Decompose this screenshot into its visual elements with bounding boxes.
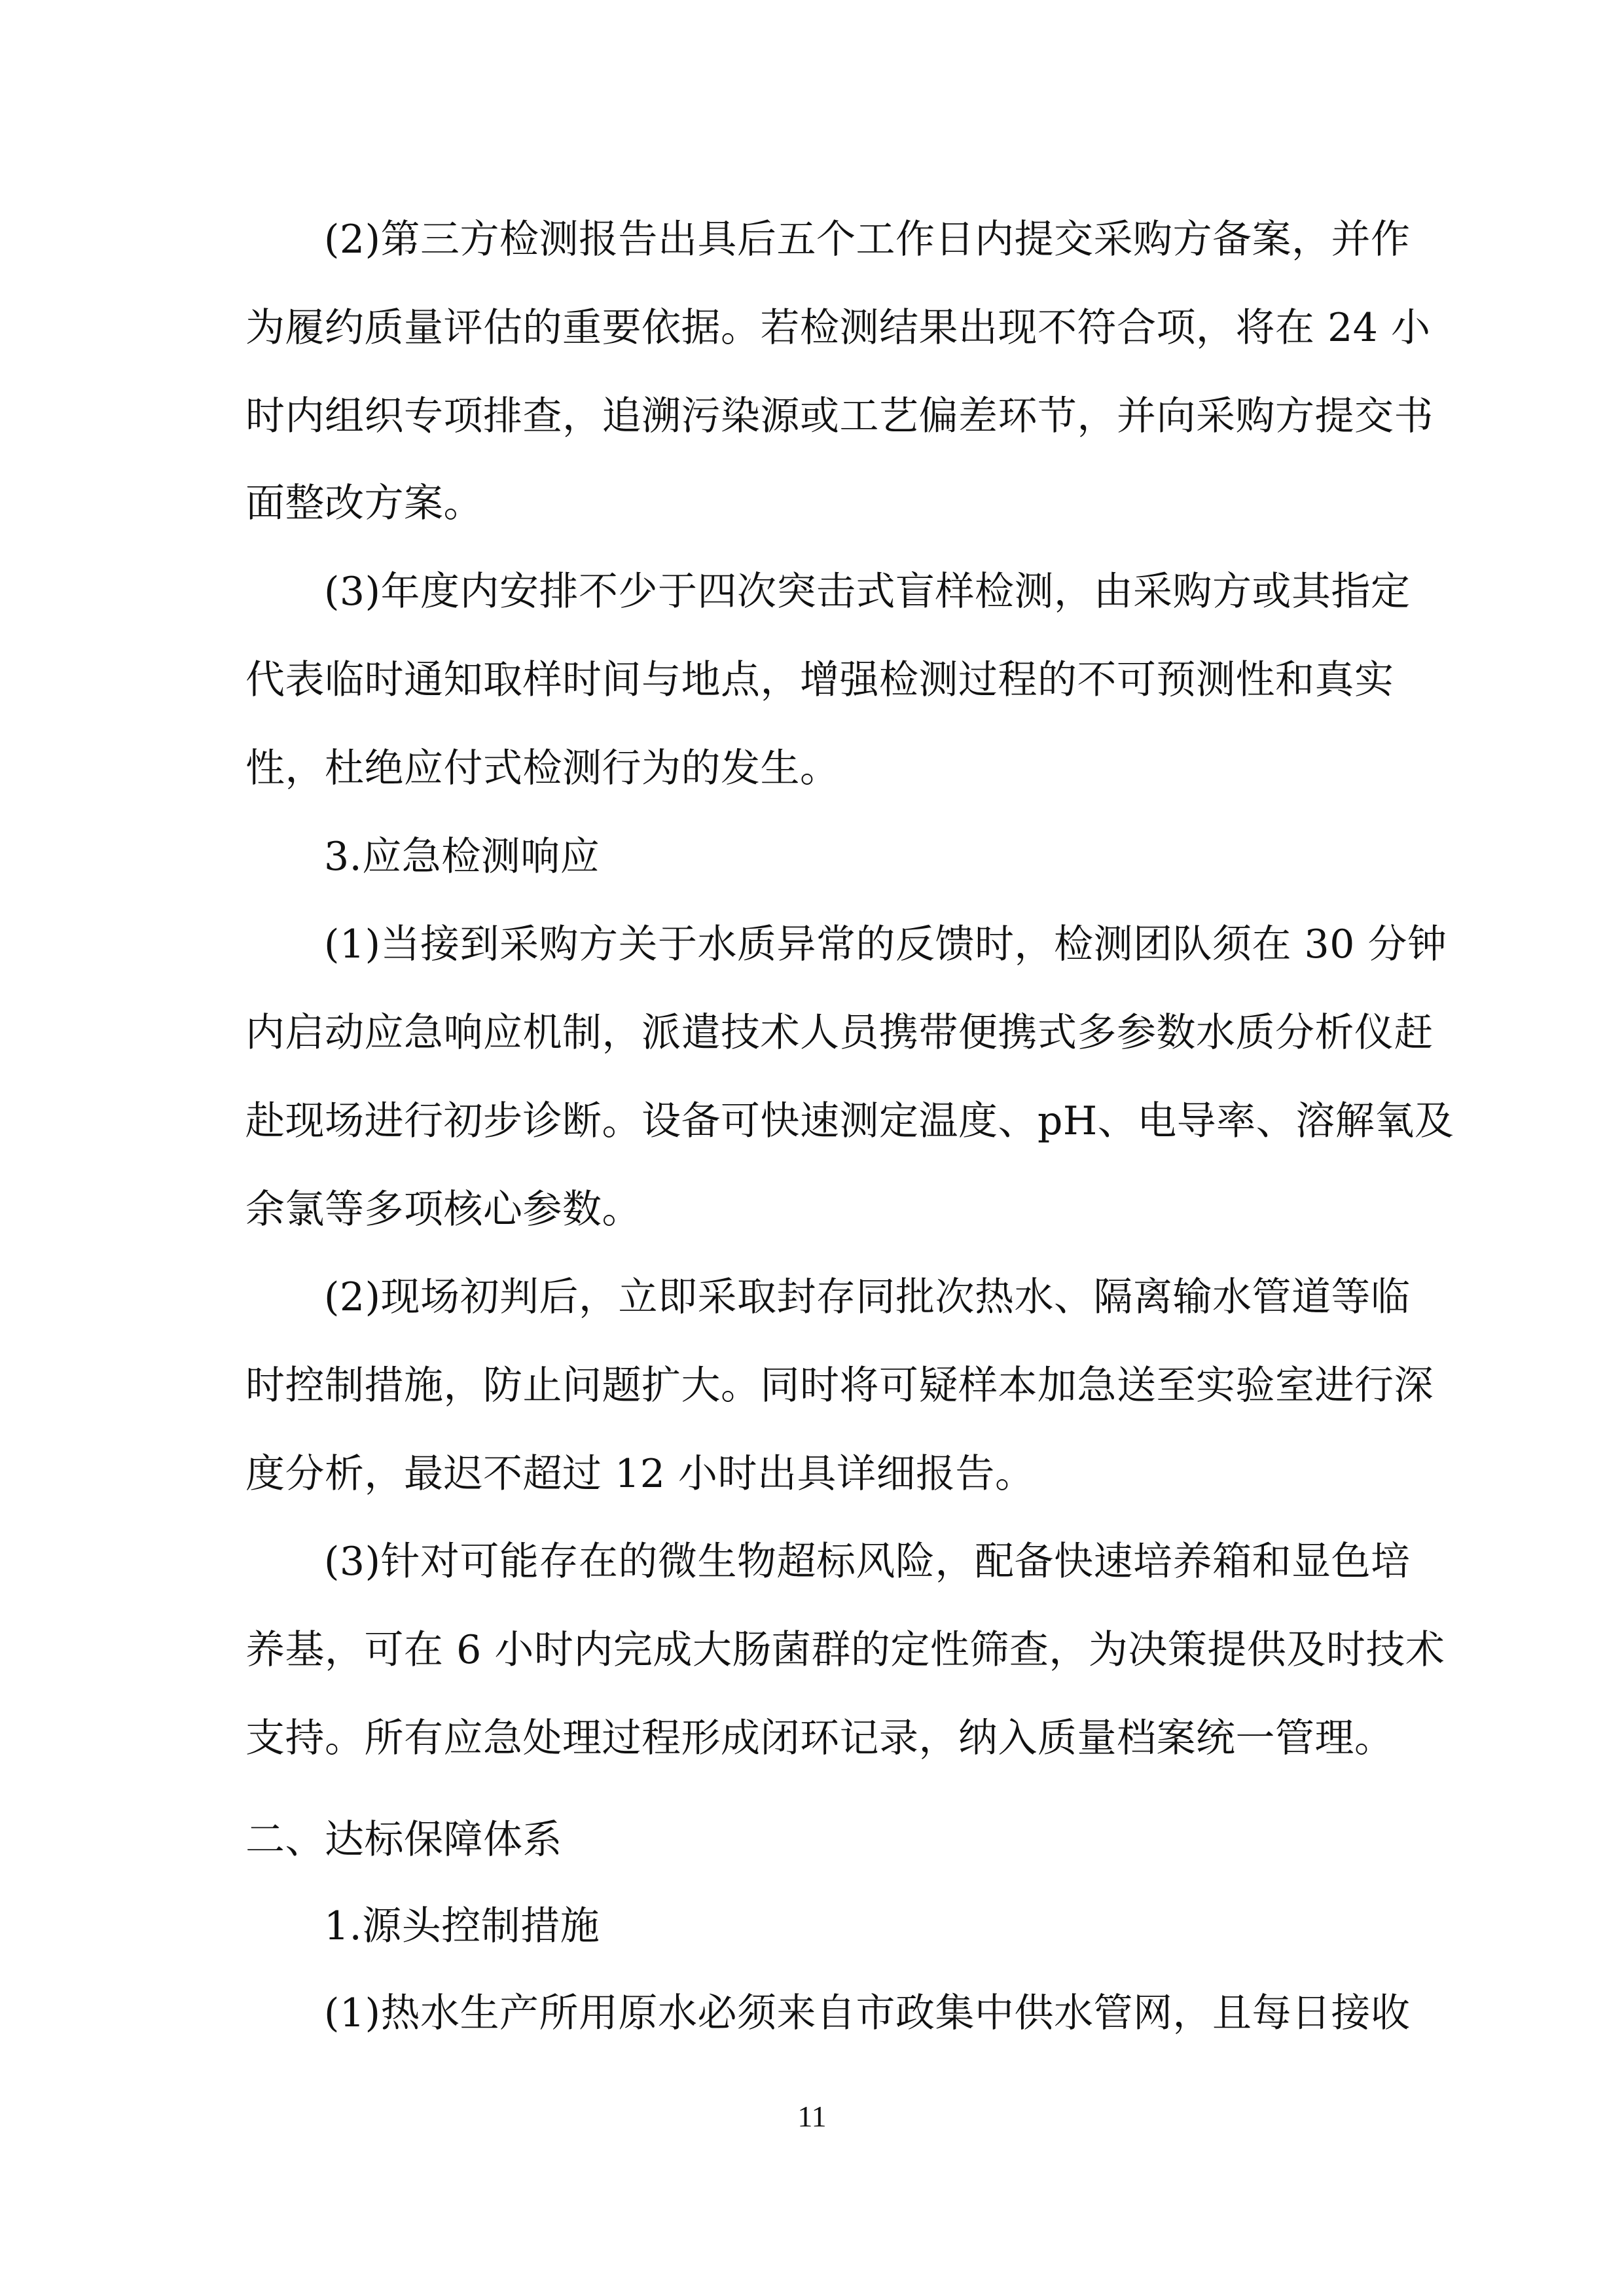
body-text-line: (2)第三方检测报告出具后五个工作日内提交采购方备案，并作	[324, 217, 1411, 262]
page-number: 11	[797, 2100, 827, 2133]
body-text-line: (3)针对可能存在的微生物超标风险，配备快速培养箱和显色培	[324, 1539, 1411, 1585]
body-text-line: 养基，可在 6 小时内完成大肠菌群的定性筛查，为决策提供及时技术	[245, 1627, 1445, 1673]
body-text-line: 性，杜绝应付式检测行为的发生。	[245, 745, 840, 791]
body-text-line: 时控制措施，防止问题扩大。同时将可疑样本加急送至实验室进行深	[245, 1363, 1434, 1408]
subsection-heading: 3.应急检测响应	[324, 834, 600, 880]
body-text-line: 度分析，最迟不超过 12 小时出具详细报告。	[245, 1451, 1035, 1497]
subsection-heading: 1.源头控制措施	[324, 1903, 600, 1949]
body-text-line: (3)年度内安排不少于四次突击式盲样检测，由采购方或其指定	[324, 569, 1411, 615]
body-text-line: 代表临时通知取样时间与地点，增强检测过程的不可预测性和真实	[245, 657, 1394, 703]
body-text-line: (1)当接到采购方关于水质异常的反馈时，检测团队须在 30 分钟	[324, 922, 1447, 967]
body-text-line: 为履约质量评估的重要依据。若检测结果出现不符合项，将在 24 小	[245, 305, 1431, 351]
body-text-line: 面整改方案。	[245, 480, 483, 526]
body-text-line: (1)热水生产所用原水必须来自市政集中供水管网，且每日接收	[324, 1990, 1411, 2036]
body-text-line: 支持。所有应急处理过程形成闭环记录，纳入质量档案统一管理。	[245, 1715, 1394, 1761]
body-text-line: 余氯等多项核心参数。	[245, 1187, 641, 1232]
body-text-line: 赴现场进行初步诊断。设备可快速测定温度、pH、电导率、溶解氧及	[245, 1098, 1454, 1144]
body-text-line: (2)现场初判后，立即采取封存同批次热水、隔离输水管道等临	[324, 1274, 1411, 1320]
section-heading: 二、达标保障体系	[245, 1817, 562, 1863]
body-text-line: 时内组织专项排查，追溯污染源或工艺偏差环节，并向采购方提交书	[245, 393, 1434, 439]
body-text-line: 内启动应急响应机制，派遣技术人员携带便携式多参数水质分析仪赶	[245, 1010, 1434, 1056]
